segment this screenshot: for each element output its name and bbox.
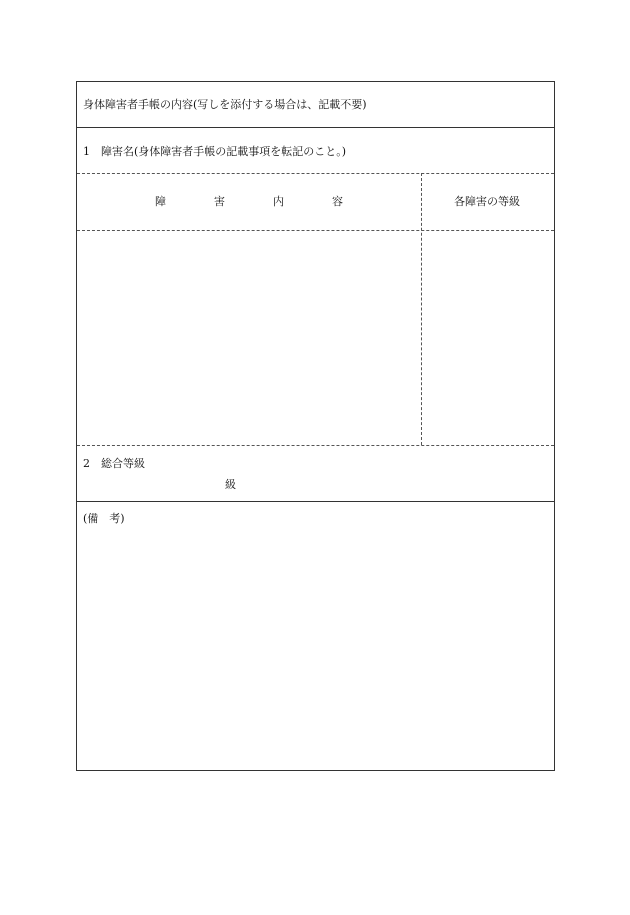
section1-label: 1 障害名(身体障害者手帳の記載事項を転記のこと。)	[83, 145, 347, 158]
header-char-3: 内	[273, 195, 284, 208]
disability-content-field[interactable]	[77, 231, 421, 444]
divider-section2	[77, 445, 554, 446]
overall-grade-field[interactable]	[137, 474, 217, 494]
divider-title	[77, 127, 554, 128]
disability-certificate-form	[76, 81, 555, 771]
header-char-1: 障	[155, 195, 166, 208]
header-char-4: 容	[332, 195, 343, 208]
divider-remarks	[77, 501, 554, 502]
section2-label: 2 総合等級	[83, 457, 145, 470]
disability-grade-field[interactable]	[422, 231, 554, 444]
remarks-field[interactable]	[77, 530, 554, 770]
header-char-2: 害	[214, 195, 225, 208]
divider-section1-header	[77, 173, 554, 174]
header-grade: 各障害の等級	[454, 195, 520, 208]
grade-unit: 級	[225, 478, 236, 491]
remarks-label: (備 考)	[83, 512, 125, 525]
form-title: 身体障害者手帳の内容(写しを添付する場合は、記載不要)	[83, 98, 367, 111]
